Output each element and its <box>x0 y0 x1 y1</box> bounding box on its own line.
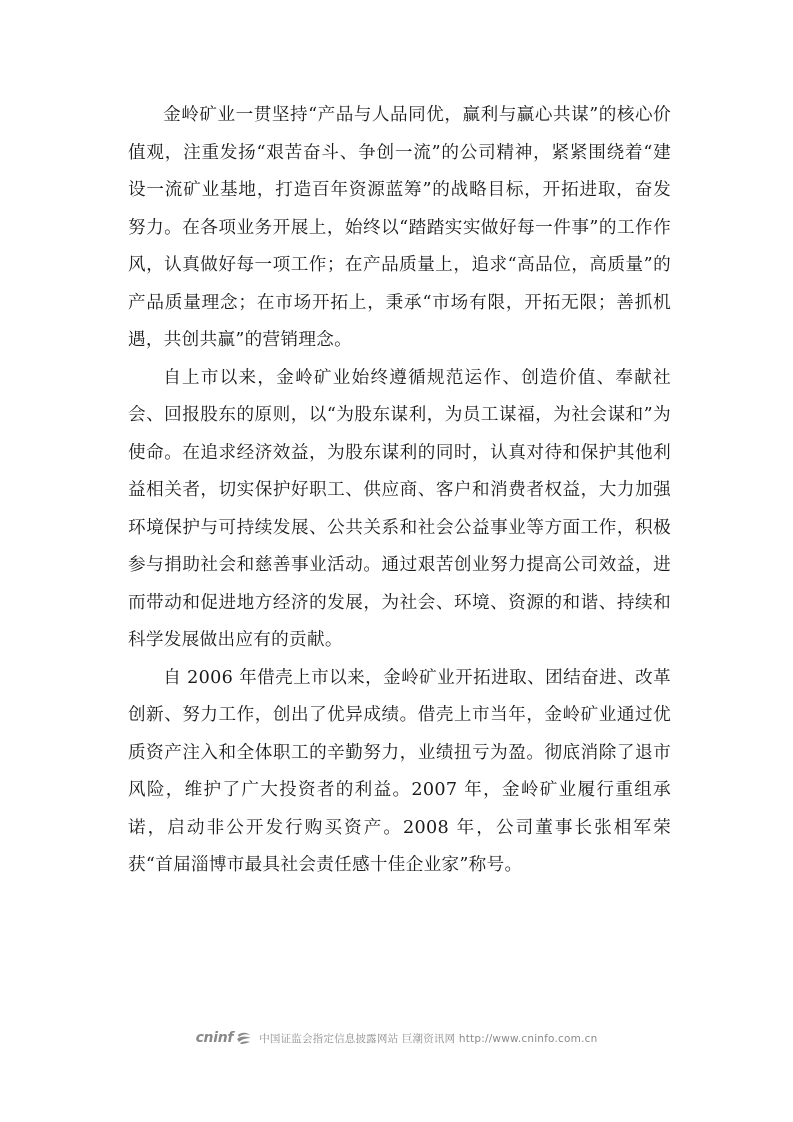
document-body <box>128 97 671 885</box>
logo-text: cninf <box>195 1030 234 1046</box>
cninfo-logo <box>196 1030 254 1046</box>
paragraph-social-responsibility: 自上市以来，金岭矿业始终遵循规范运作、创造价值、奉献社会、回报股东的原则，以“为股东谋利，为员工谋福，为社会谋和”为使命。在追求经济效益，为股东谋利的同时，认真对待和保护其他利益相关者，切实保护好职工、供应商、客户和消费者权益，大力加强环境保护与可持续发展、公共关系和社会公益事业等方面工作，积极参与捐助社会和慈善事业活动。通过艰苦创业努力提高公司效益，进而带动和促进地方经济的发展，为社会、环境、资源的和谐、持续和科学发展做出应有的贡献。 <box>128 367 671 650</box>
paragraph-core-values: 金岭矿业一贯坚持“产品与人品同优，赢利与赢心共谋”的核心价值观，注重发扬“艰苦奋斗、争创一流”的公司精神，紧紧围绕着“建设一流矿业基地，打造百年资源蓝筹”的战略目标，开拓进取，奋发努力。在各项业务开展上，始终以“踏踏实实做好每一件事”的工作作风，认真做好每一项工作；在产品质量上，追求“高品位，高质量”的产品质量理念；在市场开拓上，秉承“市场有限，开拓无限；善抓机遇，共创共赢”的营销理念。 <box>128 105 671 350</box>
cninfo-swirl-icon <box>235 1031 253 1045</box>
paragraph-achievements: 自 2006 年借壳上市以来，金岭矿业开拓进取、团结奋进、改革创新、努力工作，创出了优异成绩。借壳上市当年，金岭矿业通过优质资产注入和全体职工的辛勤努力，业绩扭亏为盈。彻底消除了退市风险，维护了广大投资者的利益。2007 年，金岭矿业履行重组承诺，启动非公开发行购买资产。2008 年，公司董事长张相军荣获“首届淄博市最具社会责任感十佳企业家”称号。 <box>128 667 671 875</box>
footer-disclosure-text: 中国证监会指定信息披露网站 巨潮资讯网 http://www.cninfo.com.cn <box>259 1032 598 1045</box>
page-footer <box>0 1027 793 1049</box>
